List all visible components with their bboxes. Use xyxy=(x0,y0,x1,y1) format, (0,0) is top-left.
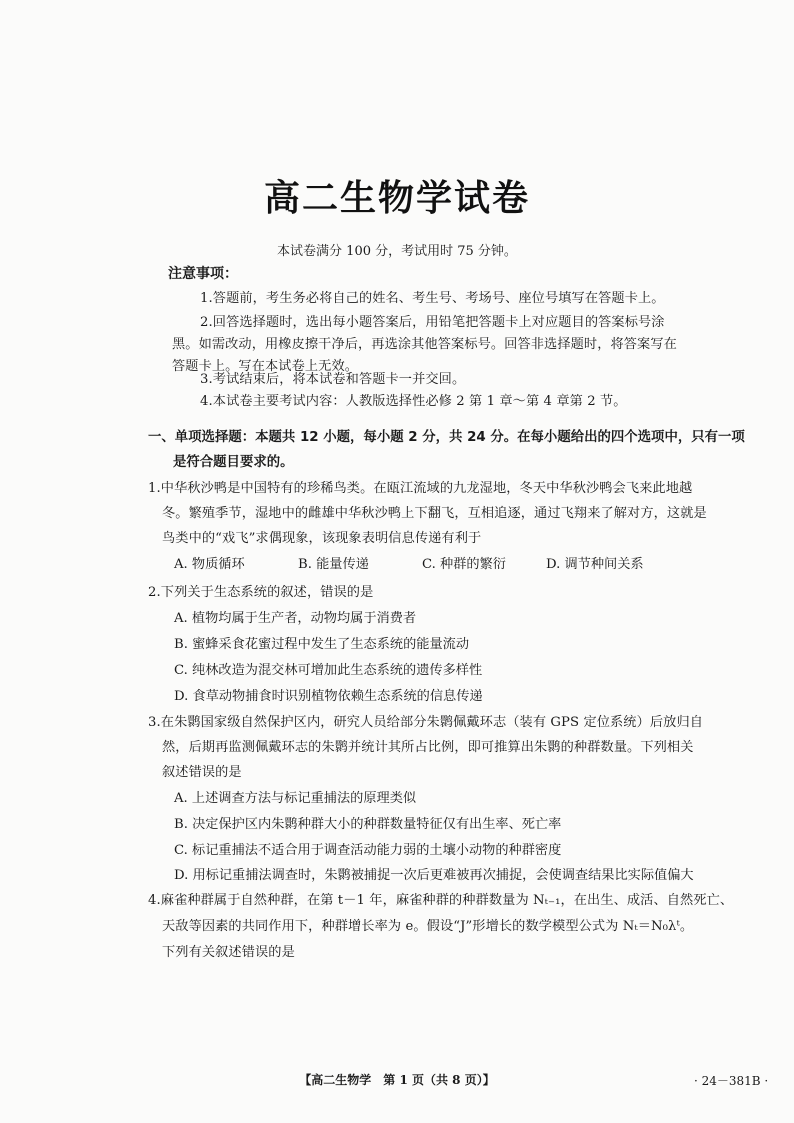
q3-option-c: C. 标记重捕法不适合用于调查活动能力弱的土壤小动物的种群密度 xyxy=(174,843,562,858)
q3-stem-line-3: 叙述错误的是 xyxy=(162,765,242,780)
section-heading: 一、单项选择题：本题共 12 小题，每小题 2 分，共 24 分。在每小题给出的四个选项中，只有一项 xyxy=(148,430,745,445)
q1-stem-line-2: 冬。繁殖季节，湿地中的雌雄中华秋沙鸭上下翻飞，互相追逐，通过飞翔来了解对方，这就是 xyxy=(162,506,707,521)
exam-code: · 24－381B · xyxy=(694,1074,769,1088)
q3-stem-line-2: 然，后期再监测佩戴环志的朱鹮并统计其所占比例，即可推算出朱鹮的种群数量。下列相关 xyxy=(162,740,694,755)
q2-option-a: A. 植物均属于生产者，动物均属于消费者 xyxy=(174,611,417,626)
q4-stem-line-3: 下列有关叙述错误的是 xyxy=(162,945,295,960)
section-heading-cont: 是符合题目要求的。 xyxy=(173,455,294,470)
note-line-6: 4.本试卷主要考试内容：人教版选择性必修 2 第 1 章～第 4 章第 2 节。 xyxy=(200,394,627,409)
q1-stem-line-1: 1.中华秋沙鸭是中国特有的珍稀鸟类。在瓯江流域的九龙湿地，冬天中华秋沙鸭会飞来此地越 xyxy=(148,481,693,496)
q3-option-d: D. 用标记重捕法调查时，朱鹮被捕捉一次后更难被再次捕捉，会使调查结果比实际值偏大 xyxy=(174,868,694,883)
exam-title: 高二生物学试卷 xyxy=(263,178,530,219)
note-line-1: 1.答题前，考生务必将自己的姓名、考生号、考场号、座位号填写在答题卡上。 xyxy=(200,291,665,306)
note-line-4: 答题卡上。写在本试卷上无效。 xyxy=(172,359,359,374)
q2-stem: 2.下列关于生态系统的叙述，错误的是 xyxy=(148,585,374,600)
page-footer: 【高二生物学 第 1 页（共 8 页）】 xyxy=(299,1073,495,1087)
q3-stem-line-1: 3.在朱鹮国家级自然保护区内，研究人员给部分朱鹮佩戴环志（装有 GPS 定位系统）后放归自 xyxy=(148,715,704,730)
exam-info: 本试卷满分 100 分，考试用时 75 分钟。 xyxy=(277,244,517,259)
note-line-3: 黑。如需改动，用橡皮擦干净后，再选涂其他答案标号。回答非选择题时，将答案写在 xyxy=(172,337,677,352)
q3-option-a: A. 上述调查方法与标记重捕法的原理类似 xyxy=(174,791,417,806)
q4-stem-line-1: 4.麻雀种群属于自然种群，在第 t－1 年，麻雀种群的种群数量为 Nₜ₋₁，在出生、成活、自然死亡、 xyxy=(148,893,734,908)
q2-option-b: B. 蜜蜂采食花蜜过程中发生了生态系统的能量流动 xyxy=(174,637,470,652)
q1-option-d: D. 调节种间关系 xyxy=(546,557,644,572)
q1-option-c: C. 种群的繁衍 xyxy=(422,557,506,572)
q2-option-c: C. 纯林改造为混交林可增加此生态系统的遗传多样性 xyxy=(174,663,483,678)
q1-option-b: B. 能量传递 xyxy=(298,557,369,572)
q1-option-a: A. 物质循环 xyxy=(174,557,245,572)
q4-stem-line-2: 天敌等因素的共同作用下，种群增长率为 e。假设“J”形增长的数学模型公式为 Nₜ＝N₀λᵗ。 xyxy=(162,919,694,934)
notes-heading: 注意事项： xyxy=(168,266,238,282)
note-line-2: 2.回答选择题时，选出每小题答案后，用铅笔把答题卡上对应题目的答案标号涂 xyxy=(200,315,665,330)
q1-stem-line-3: 鸟类中的“戏飞”求偶现象，该现象表明信息传递有利于 xyxy=(162,531,482,546)
q3-option-b: B. 决定保护区内朱鹮种群大小的种群数量特征仅有出生率、死亡率 xyxy=(174,817,562,832)
note-line-5: 3.考试结束后，将本试卷和答题卡一并交回。 xyxy=(200,372,466,387)
q2-option-d: D. 食草动物捕食时识别植物依赖生态系统的信息传递 xyxy=(174,689,483,704)
